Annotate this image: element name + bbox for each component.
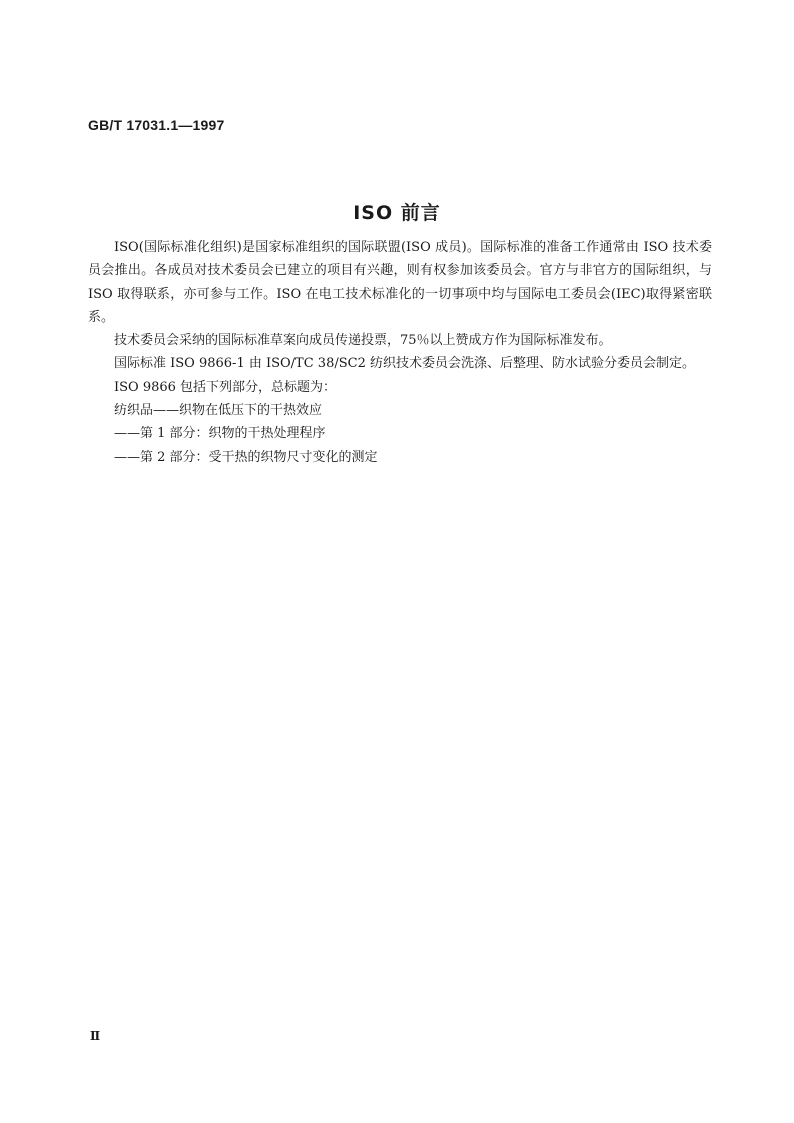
paragraph-voting: 技术委员会采纳的国际标准草案向成员传递投票，75％以上赞成方作为国际标准发布。 [114, 333, 612, 349]
paragraph-prepared-by: 国际标准 ISO 9866-1 由 ISO/TC 38/SC2 纺织技术委员会洗涤、后整理、防水试验分委员会制定。 [114, 356, 695, 372]
part-1-item: ——第 1 部分：织物的干热处理程序 [114, 426, 326, 442]
standard-number: GB/T 17031.1—1997 [88, 117, 225, 133]
paragraph-iso-intro: ISO(国际标准化组织)是国家标准组织的国际联盟(ISO 成员)。国际标准的准备工作通常由 ISO 技术委员会推出。各成员对技术委员会已建立的项目有兴趣，则有权参加该委员会。官方与非官方的国际组织，与 ISO 取得联系，亦可参与工作。ISO 在电工技术标准化的一切事项中均与国际电工委员会(IEC)取得紧密联系。 [88, 240, 712, 325]
page-number: Ⅱ [90, 1029, 101, 1043]
part-2-item: ——第 2 部分：受干热的织物尺寸变化的测定 [114, 449, 378, 465]
paragraph-parts-intro: ISO 9866 包括下列部分，总标题为： [114, 379, 337, 395]
general-title: 纺织品——织物在低压下的干热效应 [114, 403, 323, 419]
section-title: ISO 前言 [353, 202, 441, 224]
foreword-body [88, 236, 712, 469]
